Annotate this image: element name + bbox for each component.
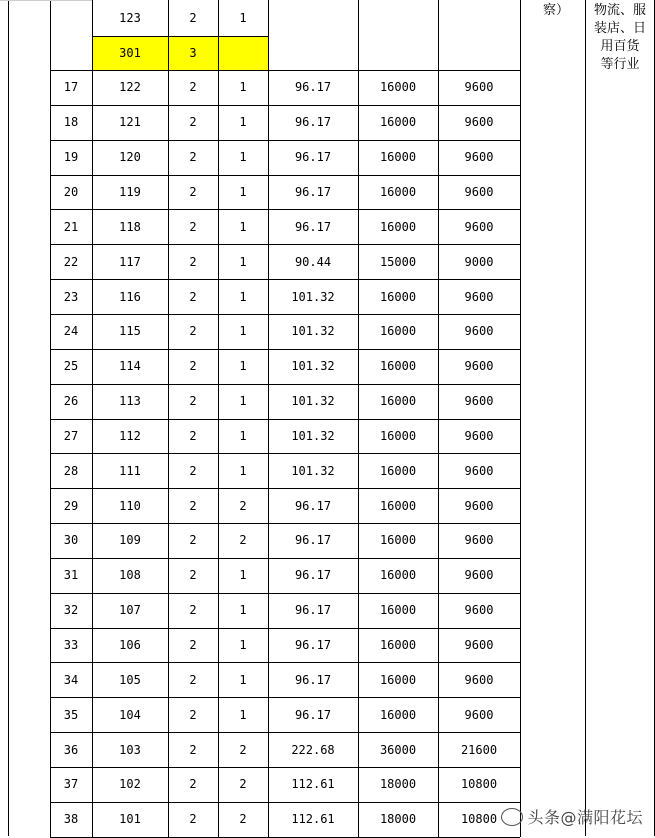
type-cell: 1 bbox=[239, 638, 247, 653]
unit-cell: 106 bbox=[119, 638, 141, 653]
area-cell: 96.17 bbox=[294, 150, 332, 165]
area-cell: 101.32 bbox=[291, 324, 335, 339]
price-cell: 16000 bbox=[379, 533, 417, 548]
type-cell: 1 bbox=[239, 150, 247, 165]
price-cell: 16000 bbox=[379, 115, 417, 130]
row-number-cell: 19 bbox=[63, 150, 79, 165]
price-cell: 16000 bbox=[379, 638, 417, 653]
type-cell: 1 bbox=[239, 603, 247, 618]
rent-cell: 9600 bbox=[464, 80, 494, 95]
unit-cell: 117 bbox=[119, 254, 141, 269]
row-number-cell: 34 bbox=[63, 672, 79, 687]
area-cell: 96.17 bbox=[294, 80, 332, 95]
area-cell: 101.32 bbox=[291, 463, 335, 478]
rent-cell: 9600 bbox=[464, 568, 494, 583]
floor-cell: 2 bbox=[189, 394, 197, 409]
row-number-cell: 36 bbox=[63, 742, 79, 757]
area-cell: 101.32 bbox=[291, 289, 335, 304]
rent-cell: 9000 bbox=[464, 254, 494, 269]
area-cell: 222.68 bbox=[291, 742, 335, 757]
price-cell: 16000 bbox=[379, 359, 417, 374]
price-cell: 16000 bbox=[379, 80, 417, 95]
price-cell: 16000 bbox=[379, 498, 417, 513]
area-cell: 101.32 bbox=[291, 394, 335, 409]
rent-cell: 9600 bbox=[464, 184, 494, 199]
side-note-b bbox=[586, 2, 654, 74]
type-cell bbox=[218, 36, 268, 70]
side-note-b-line: 物流、服 bbox=[593, 3, 646, 18]
unit-cell: 111 bbox=[119, 463, 141, 478]
row-number-cell: 27 bbox=[63, 428, 79, 443]
unit-cell: 116 bbox=[119, 289, 141, 304]
floor-cell: 2 bbox=[189, 150, 197, 165]
floor-cell: 2 bbox=[189, 254, 197, 269]
type-cell: 1 bbox=[239, 707, 247, 722]
area-cell: 96.17 bbox=[294, 638, 332, 653]
price-cell: 18000 bbox=[379, 812, 417, 827]
unit-cell: 112 bbox=[119, 428, 141, 443]
rent-cell: 9600 bbox=[464, 672, 494, 687]
row-number-cell: 26 bbox=[63, 394, 79, 409]
floor-cell: 2 bbox=[189, 777, 197, 792]
price-cell: 16000 bbox=[379, 184, 417, 199]
row-number-cell: 33 bbox=[63, 638, 79, 653]
rent-cell: 9600 bbox=[464, 707, 494, 722]
unit-cell: 110 bbox=[119, 498, 141, 513]
unit-cell: 122 bbox=[119, 80, 141, 95]
floor-cell: 2 bbox=[189, 742, 197, 757]
price-cell: 16000 bbox=[379, 289, 417, 304]
rent-cell: 9600 bbox=[464, 428, 494, 443]
area-cell: 112.61 bbox=[291, 812, 335, 827]
row-number-cell: 24 bbox=[63, 324, 79, 339]
grid-hline bbox=[0, 0, 92, 1]
unit-cell: 104 bbox=[119, 707, 141, 722]
price-cell: 16000 bbox=[379, 707, 417, 722]
row-number-cell: 18 bbox=[63, 115, 79, 130]
row-number-cell: 35 bbox=[63, 707, 79, 722]
rent-cell: 9600 bbox=[464, 603, 494, 618]
rent-cell: 10800 bbox=[460, 777, 498, 792]
price-cell: 16000 bbox=[379, 463, 417, 478]
row-number-cell: 32 bbox=[63, 603, 79, 618]
area-cell: 96.17 bbox=[294, 603, 332, 618]
type-cell: 1 bbox=[239, 254, 247, 269]
floor-cell: 2 bbox=[189, 184, 197, 199]
type-cell: 1 bbox=[239, 80, 247, 95]
unit-cell: 119 bbox=[119, 184, 141, 199]
unit-cell: 105 bbox=[119, 672, 141, 687]
type-cell: 1 bbox=[239, 463, 247, 478]
row-number-cell: 30 bbox=[63, 533, 79, 548]
type-cell: 1 bbox=[239, 359, 247, 374]
area-cell: 96.17 bbox=[294, 672, 332, 687]
row-number-cell: 28 bbox=[63, 463, 79, 478]
watermark-text: 头条@满阳花坛 bbox=[527, 808, 643, 827]
unit-cell: 109 bbox=[119, 533, 141, 548]
area-cell: 90.44 bbox=[294, 254, 332, 269]
area-cell: 96.17 bbox=[294, 498, 332, 513]
floor-cell: 2 bbox=[189, 359, 197, 374]
unit-cell: 115 bbox=[119, 324, 141, 339]
type-cell: 1 bbox=[239, 115, 247, 130]
grid-vline bbox=[585, 0, 586, 836]
price-cell: 16000 bbox=[379, 324, 417, 339]
type-cell: 1 bbox=[239, 11, 247, 25]
area-cell: 101.32 bbox=[291, 359, 335, 374]
type-cell: 2 bbox=[239, 533, 247, 548]
area-cell: 96.17 bbox=[294, 219, 332, 234]
unit-cell: 301 bbox=[119, 46, 141, 60]
unit-cell: 107 bbox=[119, 603, 141, 618]
rent-cell: 9600 bbox=[464, 498, 494, 513]
side-note-b-line: 等行业 bbox=[600, 57, 640, 72]
price-cell: 16000 bbox=[379, 219, 417, 234]
row-number-cell: 25 bbox=[63, 359, 79, 374]
rent-cell: 9600 bbox=[464, 638, 494, 653]
price-cell: 16000 bbox=[379, 150, 417, 165]
unit-cell: 102 bbox=[119, 777, 141, 792]
type-cell: 1 bbox=[239, 672, 247, 687]
floor-cell: 2 bbox=[189, 812, 197, 827]
unit-cell: 121 bbox=[119, 115, 141, 130]
grid-vline bbox=[520, 0, 521, 837]
chat-bubble-icon bbox=[501, 808, 523, 826]
floor-cell: 2 bbox=[189, 498, 197, 513]
area-cell: 101.32 bbox=[291, 428, 335, 443]
rent-cell: 9600 bbox=[464, 115, 494, 130]
left-border bbox=[8, 0, 9, 836]
row-number-cell: 20 bbox=[63, 184, 79, 199]
price-cell: 16000 bbox=[379, 428, 417, 443]
rent-cell: 9600 bbox=[464, 150, 494, 165]
type-cell: 2 bbox=[239, 777, 247, 792]
unit-cell: 123 bbox=[119, 11, 141, 25]
side-note-b-line: 装店、日 bbox=[593, 21, 646, 36]
floor-cell: 2 bbox=[189, 289, 197, 304]
side-note-b-line: 用百货 bbox=[600, 39, 640, 54]
price-cell: 16000 bbox=[379, 672, 417, 687]
unit-cell: 103 bbox=[119, 742, 141, 757]
row-number-cell: 21 bbox=[63, 219, 79, 234]
floor-cell: 2 bbox=[189, 324, 197, 339]
row-number-cell: 29 bbox=[63, 498, 79, 513]
type-cell: 2 bbox=[239, 742, 247, 757]
rent-cell: 9600 bbox=[464, 533, 494, 548]
price-cell: 36000 bbox=[379, 742, 417, 757]
unit-cell: 113 bbox=[119, 394, 141, 409]
floor-cell: 2 bbox=[189, 219, 197, 234]
rent-cell: 9600 bbox=[464, 394, 494, 409]
floor-cell: 2 bbox=[189, 463, 197, 478]
unit-cell: 101 bbox=[119, 812, 141, 827]
row-number-cell: 23 bbox=[63, 289, 79, 304]
type-cell: 1 bbox=[239, 219, 247, 234]
area-cell: 96.17 bbox=[294, 707, 332, 722]
type-cell: 1 bbox=[239, 324, 247, 339]
unit-cell: 120 bbox=[119, 150, 141, 165]
type-cell: 1 bbox=[239, 394, 247, 409]
type-cell: 1 bbox=[239, 289, 247, 304]
floor-cell: 2 bbox=[189, 11, 197, 25]
rent-cell: 9600 bbox=[464, 359, 494, 374]
unit-cell: 108 bbox=[119, 568, 141, 583]
type-cell: 1 bbox=[239, 428, 247, 443]
rent-cell: 9600 bbox=[464, 219, 494, 234]
area-cell: 96.17 bbox=[294, 568, 332, 583]
floor-cell: 2 bbox=[189, 672, 197, 687]
area-cell: 96.17 bbox=[294, 533, 332, 548]
floor-cell: 2 bbox=[189, 568, 197, 583]
floor-cell: 2 bbox=[189, 603, 197, 618]
price-cell: 16000 bbox=[379, 603, 417, 618]
price-cell: 16000 bbox=[379, 568, 417, 583]
watermark bbox=[501, 805, 643, 828]
area-cell: 96.17 bbox=[294, 184, 332, 199]
row-number-cell: 17 bbox=[63, 80, 79, 95]
area-cell: 112.61 bbox=[291, 777, 335, 792]
type-cell: 2 bbox=[239, 498, 247, 513]
floor-cell: 2 bbox=[189, 80, 197, 95]
rent-cell: 9600 bbox=[464, 463, 494, 478]
type-cell: 1 bbox=[239, 568, 247, 583]
side-note-a: 察） bbox=[542, 3, 569, 18]
type-cell: 1 bbox=[239, 184, 247, 199]
floor-cell: 2 bbox=[189, 638, 197, 653]
area-cell: 96.17 bbox=[294, 115, 332, 130]
type-cell: 2 bbox=[239, 812, 247, 827]
price-cell: 18000 bbox=[379, 777, 417, 792]
rent-cell: 21600 bbox=[460, 742, 498, 757]
price-cell: 15000 bbox=[379, 254, 417, 269]
row-number-cell: 37 bbox=[63, 777, 79, 792]
floor-cell: 2 bbox=[189, 707, 197, 722]
floor-cell: 2 bbox=[189, 115, 197, 130]
rent-cell: 9600 bbox=[464, 324, 494, 339]
unit-cell: 118 bbox=[119, 219, 141, 234]
floor-cell: 3 bbox=[189, 46, 197, 60]
floor-cell: 2 bbox=[189, 533, 197, 548]
rent-cell: 10800 bbox=[460, 812, 498, 827]
row-number-cell: 31 bbox=[63, 568, 79, 583]
unit-cell: 114 bbox=[119, 359, 141, 374]
row-number-cell: 38 bbox=[63, 812, 79, 827]
price-cell: 16000 bbox=[379, 394, 417, 409]
row-number-cell: 22 bbox=[63, 254, 79, 269]
rent-cell: 9600 bbox=[464, 289, 494, 304]
floor-cell: 2 bbox=[189, 428, 197, 443]
